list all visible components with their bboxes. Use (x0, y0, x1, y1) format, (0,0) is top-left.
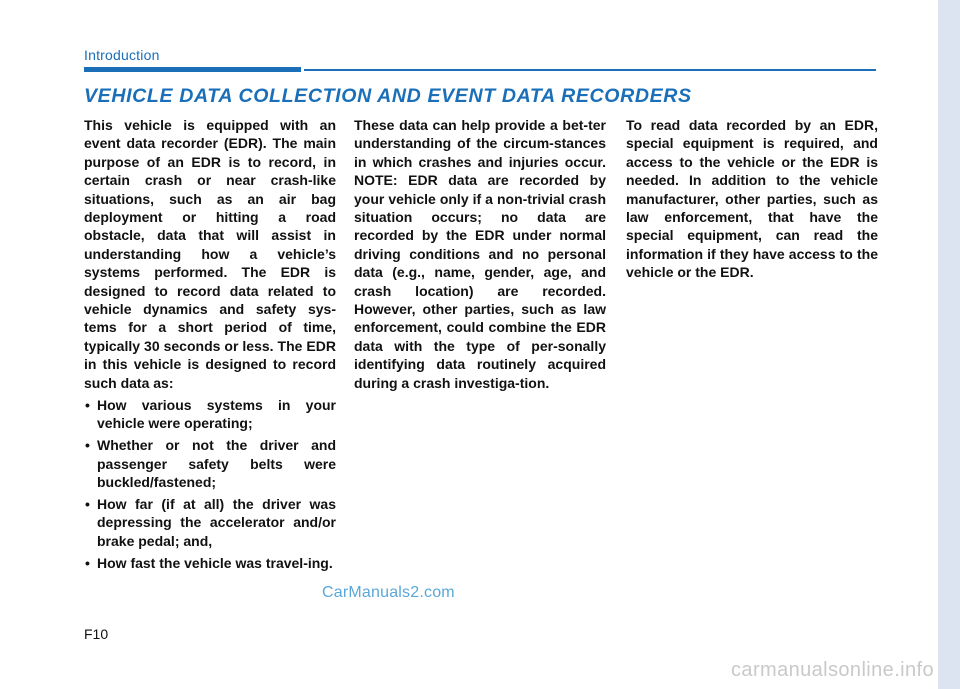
page-title: VEHICLE DATA COLLECTION AND EVENT DATA RECORDERS (84, 86, 692, 107)
list-item: • How far (if at all) the driver was depressing the accelerator and/or brake pedal; and, (84, 495, 336, 550)
header-rule-thin (304, 69, 876, 71)
section-label: Introduction (84, 47, 160, 63)
watermark-link[interactable]: CarManuals2.com (322, 584, 455, 601)
text-column-3 (626, 116, 878, 282)
page-number: F10 (84, 626, 109, 642)
text-column-1 (84, 116, 336, 572)
header-rule-thick (84, 67, 301, 72)
side-tab-strip (938, 0, 960, 689)
body-paragraph: These data can help provide a bet-ter understanding of the circum-stances in which crashes and injuries occur. NOTE: EDR data are recorded by your vehicle only if a non-trivial crash situation occurs; no data are recorded by the EDR under normal driving conditions and no personal data (e.g., name, gender, age, and crash location) are recorded. However, other parties, such as law enforcement, could combine the EDR data with the type of per-sonally identifying data routinely acquired during a crash investiga-tion. (354, 117, 606, 391)
footer-watermark: carmanualsonline.info (731, 659, 934, 681)
recorded-data-list (84, 396, 336, 572)
list-item: • Whether or not the driver and passenger safety belts were buckled/fastened; (84, 436, 336, 491)
text-column-2 (354, 116, 606, 392)
body-paragraph: To read data recorded by an EDR, special equipment is required, and access to the vehicle or the EDR is needed. In addition to the vehicle manufacturer, other parties, such as law enforcement, that have the special equipment, can read the information if they have access to the vehicle or the EDR. (626, 117, 878, 281)
list-item: • How fast the vehicle was travel-ing. (84, 554, 336, 572)
list-item: • How various systems in your vehicle were operating; (84, 396, 336, 433)
intro-paragraph: This vehicle is equipped with an event data recorder (EDR). The main purpose of an EDR is to record, in certain crash or near crash-like situations, such as an air bag deployment or hitting a road obstacle, data that will assist in understanding how a vehicle’s systems performed. The EDR is designed to record data related to vehicle dynamics and safety sys-tems for a short period of time, typically 30 seconds or less. The EDR in this vehicle is designed to record such data as: (84, 117, 336, 391)
